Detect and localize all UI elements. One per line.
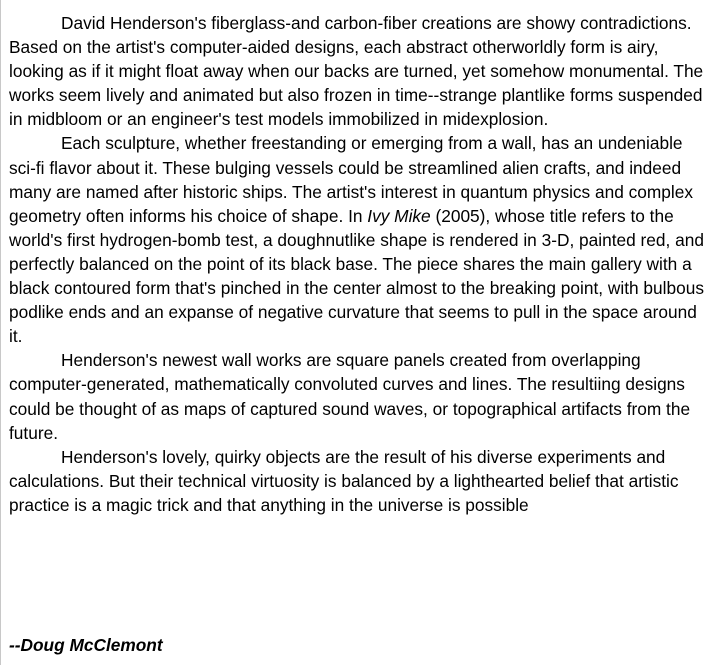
paragraph-2	[9, 131, 713, 348]
left-border	[0, 0, 1, 665]
paragraph-1: David Henderson's fiberglass-and carbon-fiber creations are showy contradictions. Based on the artist's computer-aided designs, each abstract otherworldly form is airy, looking as if it might float away when our backs are turned, yet somehow monumental. The works seem lively and animated but also frozen in time--strange plantlike forms suspended in midbloom or an engineer's test models immobilized in midexplosion.	[9, 13, 704, 130]
artwork-title: Ivy Mike	[367, 205, 431, 226]
article-body	[9, 11, 713, 517]
paragraph-2-text-start: Each sculpture, whether freestanding or emerging from a wall, has an undeniable sci-fi flavor about it. These bulging vessels could be streamlined alien crafts, and indeed many are named after historic ships. The artist's interest in quantum physics and complex geometry often informs his choice of shape. In	[9, 133, 693, 226]
author-byline: --Doug McClemont	[9, 635, 163, 655]
paragraph-2-text-end: (2005), whose title refers to the world's first hydrogen-bomb test, a doughnutlike shape is rendered in 3-D, painted red, and perfectly balanced on the point of its black base. The piece shares the main gallery with a black contoured form that's pinched in the center almost to the breaking point, with bulbous podlike ends and an expanse of negative curvature that seems to pull in the space around it.	[9, 205, 704, 347]
paragraph-4: Henderson's lovely, quirky objects are the result of his diverse experiments and calculations. But their technical virtuosity is balanced by a lighthearted belief that artistic practice is a magic trick and that anything in the universe is possible	[9, 446, 679, 515]
paragraph-3: Henderson's newest wall works are square panels created from overlapping computer-generated, mathematically convoluted curves and lines. The resultiing designs could be thought of as maps of captured sound waves, or topographical artifacts from the future.	[9, 350, 691, 443]
